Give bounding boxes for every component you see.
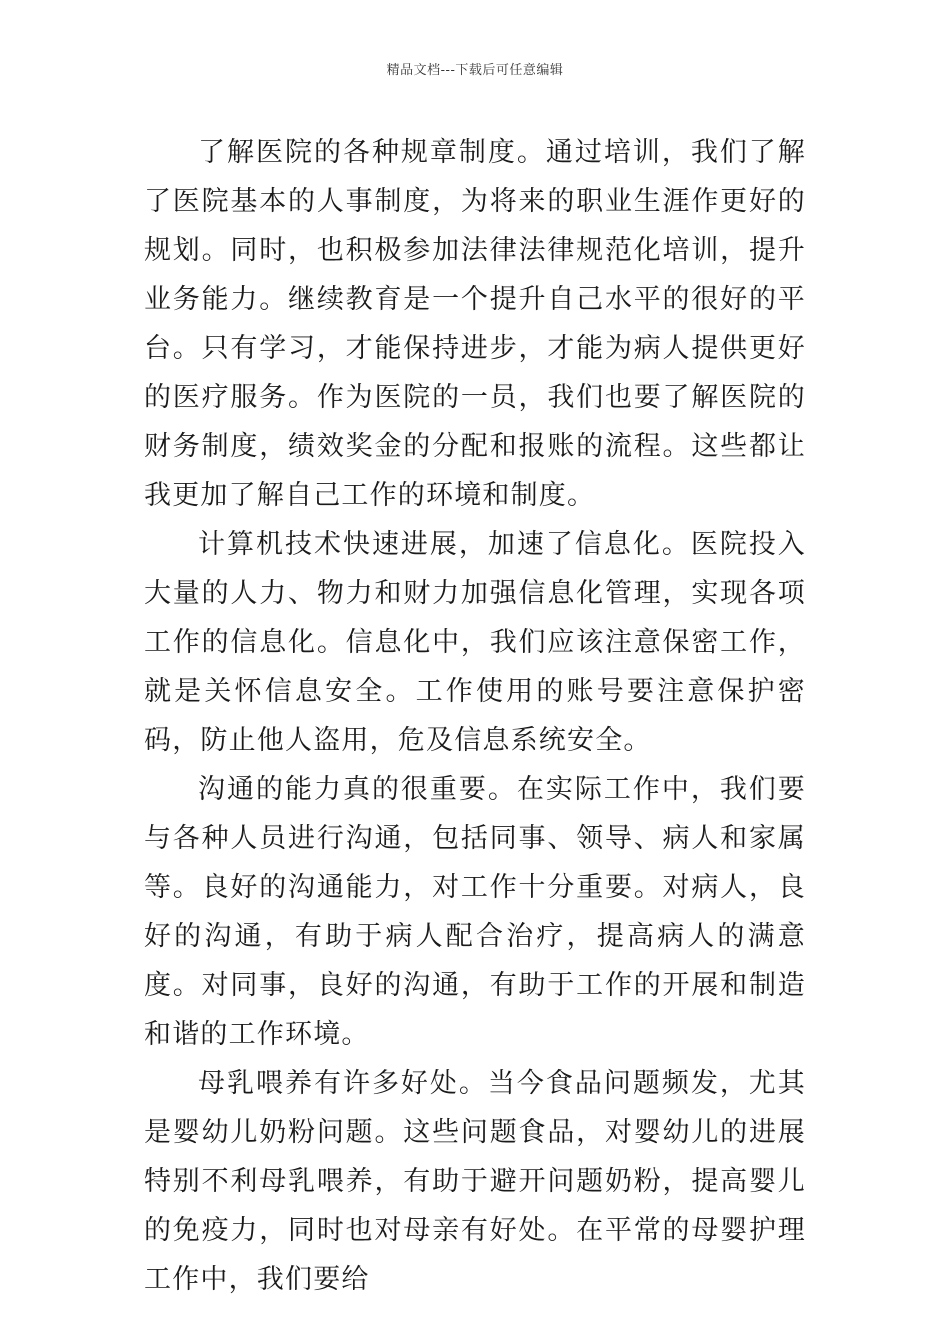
- paragraph-information-security: 计算机技术快速进展，加速了信息化。医院投入大量的人力、物力和财力加强信息化管理，实现各项工作的信息化。信息化中，我们应该注意保密工作，就是关怀信息安全。工作使用的账号要注意保护密码，防止他人盗用，危及信息系统安全。: [144, 529, 806, 756]
- paragraph-breastfeeding: 母乳喂养有许多好处。当今食品问题频发，尤其是婴幼儿奶粉问题。这些问题食品，对婴幼儿的进展特别不利母乳喂养，有助于避开问题奶粉，提高婴儿的免疫力，同时也对母亲有好处。在平常的母婴护理工作中，我们要给: [144, 1068, 806, 1295]
- page-header: 精品文档---下载后可任意编辑: [386, 63, 564, 78]
- document-body: [144, 128, 806, 1304]
- paragraph-communication: 沟通的能力真的很重要。在实际工作中，我们要与各种人员进行沟通，包括同事、领导、病人和家属等。良好的沟通能力，对工作十分重要。对病人，良好的沟通，有助于病人配合治疗，提高病人的满意度。对同事，良好的沟通，有助于工作的开展和制造和谐的工作环境。: [144, 774, 806, 1050]
- paragraph-hospital-rules: 了解医院的各种规章制度。通过培训，我们了解了医院基本的人事制度，为将来的职业生涯作更好的规划。同时，也积极参加法律法律规范化培训，提升业务能力。继续教育是一个提升自己水平的很好的平台。只有学习，才能保持进步，才能为病人提供更好的医疗服务。作为医院的一员，我们也要了解医院的财务制度，绩效奖金的分配和报账的流程。这些都让我更加了解自己工作的环境和制度。: [144, 137, 806, 511]
